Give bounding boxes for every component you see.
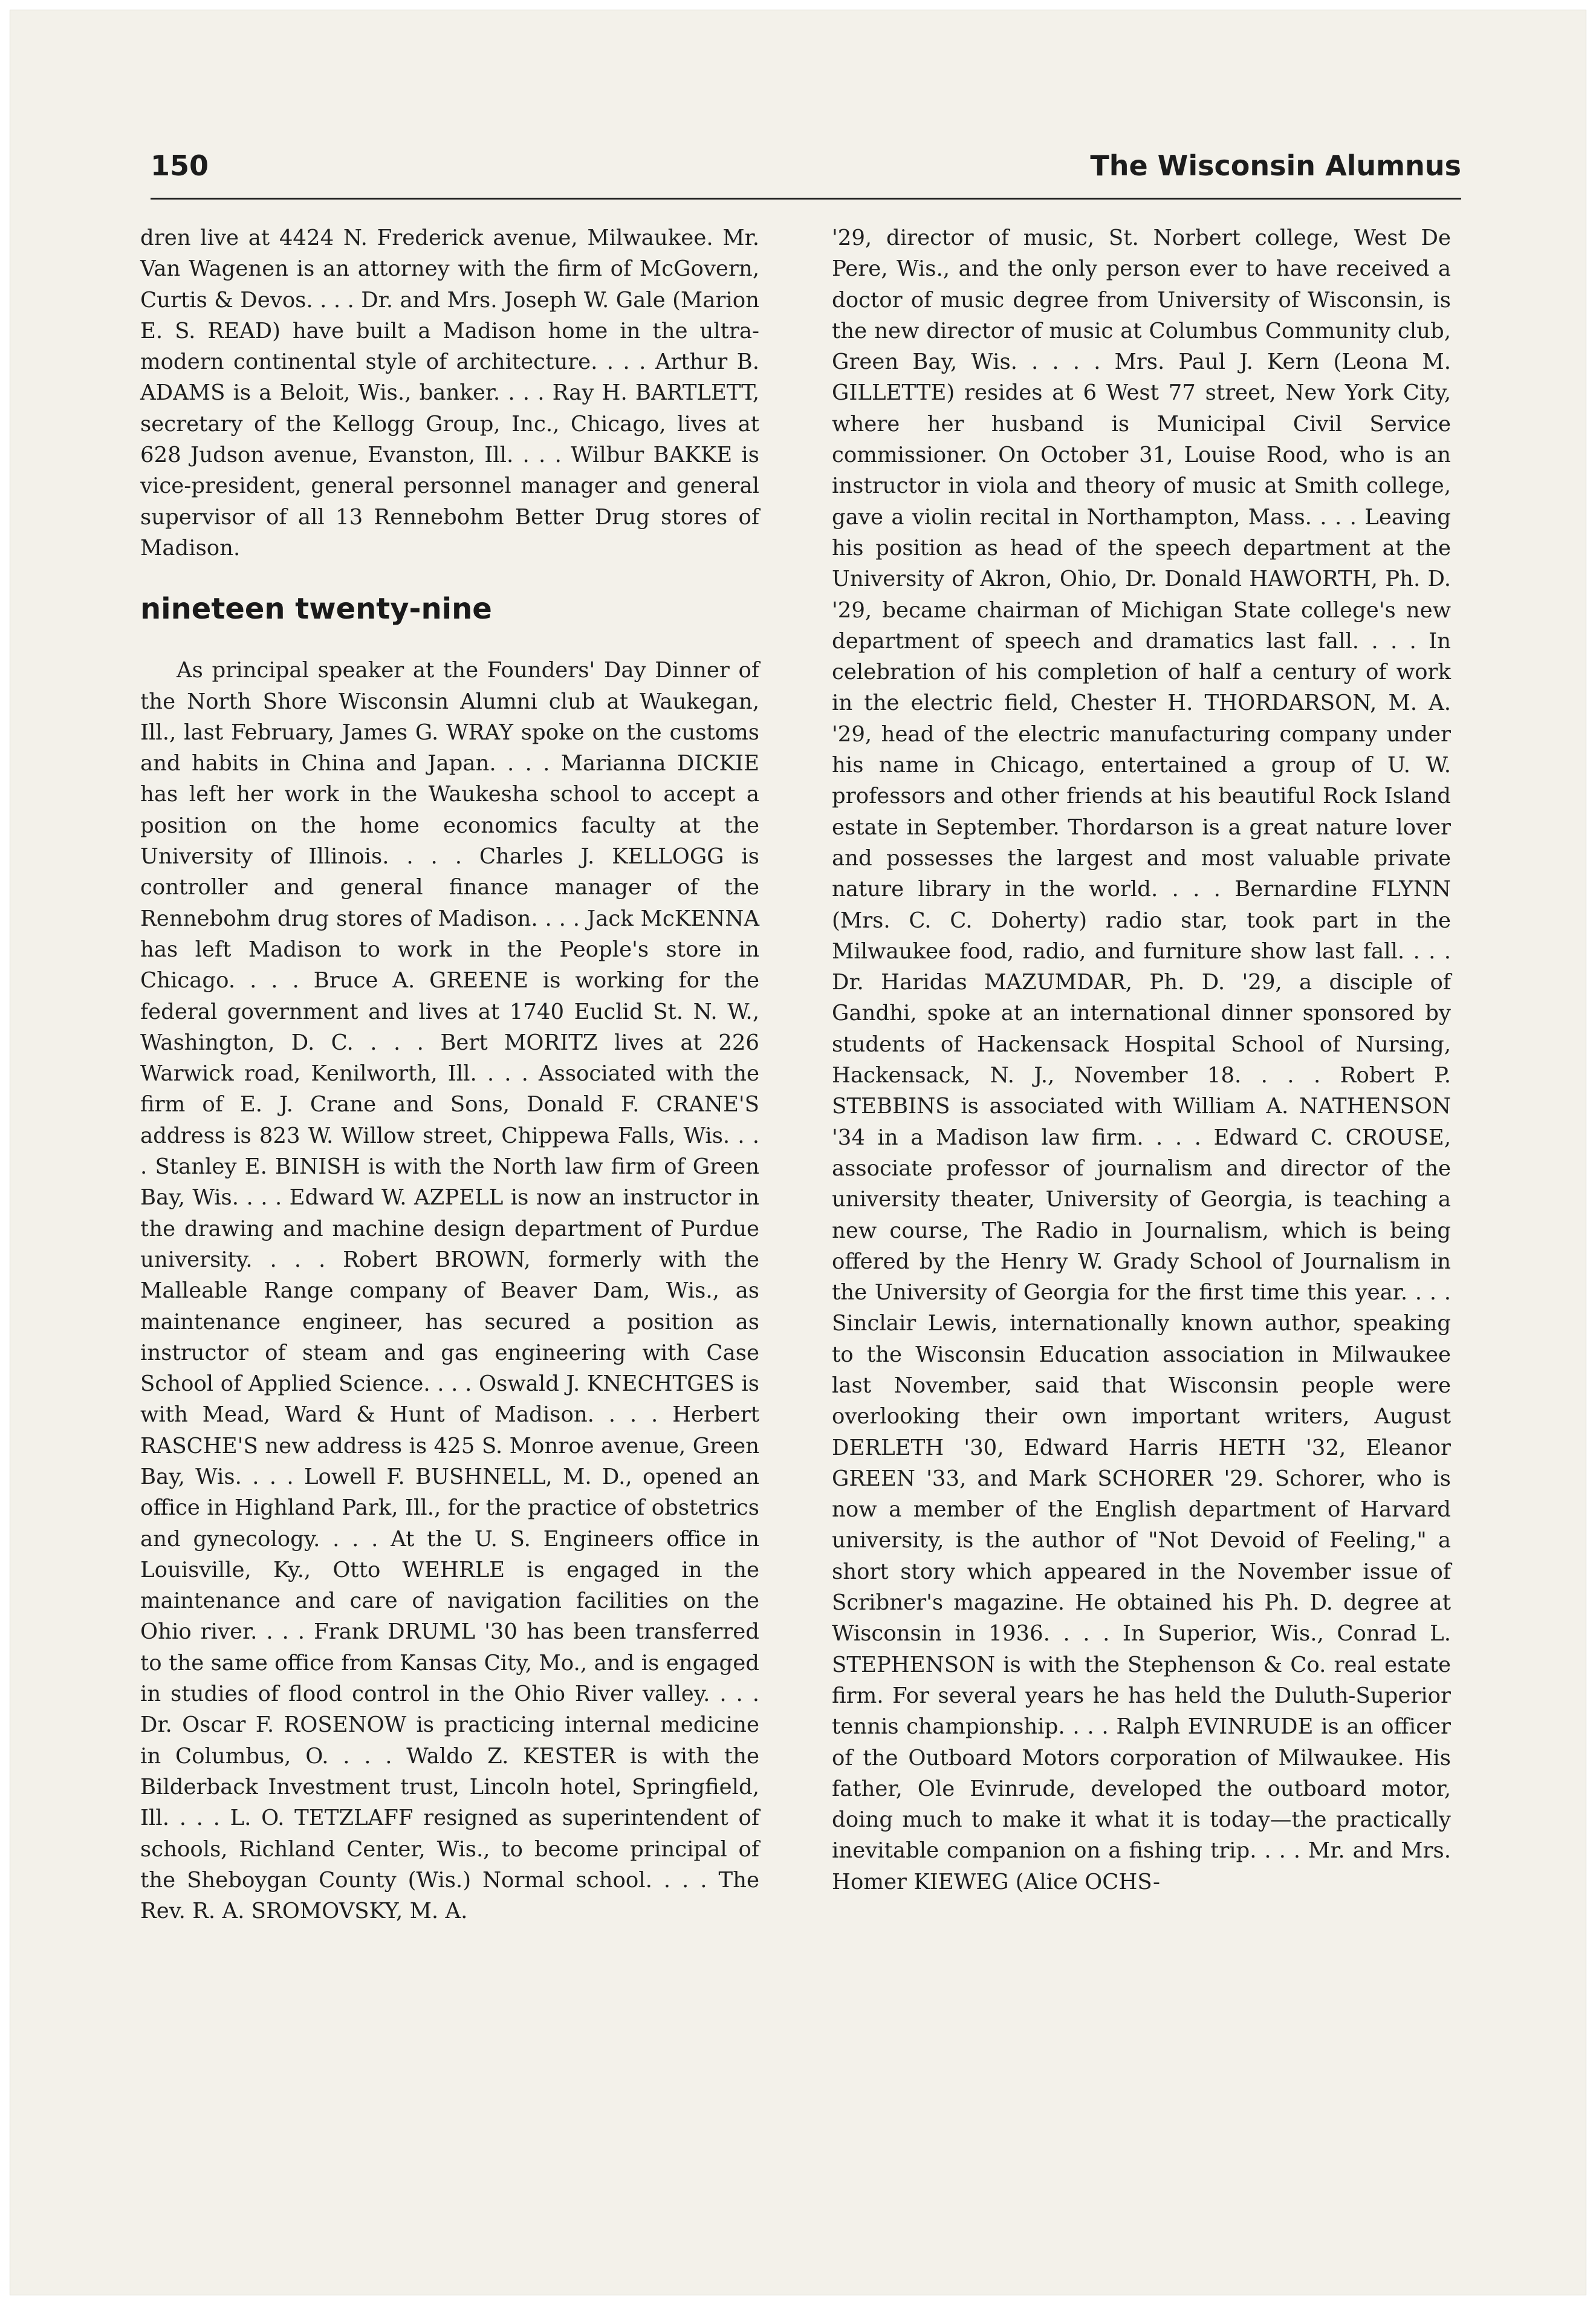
journal-title: The Wisconsin Alumnus xyxy=(1090,149,1461,182)
intro-paragraph: dren live at 4424 N. Frederick avenue, Milwaukee. Mr. Van Wagenen is an attorney with the firm of McGovern, Curtis & Devos. . . . Dr. and Mrs. Joseph W. Gale (Marion E. S. READ) have built a Madison home in the ultra-modern continental style of architecture. . . . Arthur B. ADAMS is a Beloit, Wis., banker. . . . Ray H. BARTLETT, secretary of the Kellogg Group, Inc., Chicago, lives at 628 Judson avenue, Evanston, Ill. . . . Wilbur BAKKE is vice-president, general personnel manager and general supervisor of all 13 Rennebohm Better Drug stores of Madison. xyxy=(140,226,759,561)
section-paragraph: As principal speaker at the Founders' Day Dinner of the North Shore Wisconsin Alumni club at Waukegan, Ill., last February, James G. WRAY spoke on the customs and habits in China and Japan. . . . Marianna DICKIE has left her work in the Waukesha school to accept a position on the home economics faculty at the University of Illinois. . . . Charles J. KELLOGG is controller and general finance manager of the Rennebohm drug stores of Madison. . . . Jack McKENNA has left Madison to work in the People's store in Chicago. . . . Bruce A. GREENE is working for the federal government and lives at 1740 Euclid St. N. W., Washington, D. C. . . . Bert MORITZ lives at 226 Warwick road, Kenilworth, Ill. . . . Associated with the firm of E. J. Crane and Sons, Donald F. CRANE'S address is 823 W. Willow street, Chippewa Falls, Wis. . . . Stanley E. BINISH is with the North law firm of Green Bay, Wis. . . . Edward W. AZPELL is now an instructor in the drawing and machine design department of Purdue university. . . . Robert BROWN, formerly with the Malleable Range company of Beaver Dam, Wis., as maintenance engineer, has secured a position as instructor of steam and gas engineering with Case School of Applied Science. . . . Oswald J. KNECHTGES is with Mead, Ward & Hunt of Madison. . . . Herbert RASCHE'S new address is 425 S. Monroe avenue, Green Bay, Wis. . . . Lowell F. BUSHNELL, M. D., opened an office in Highland Park, Ill., for the practice of obstetrics and gynecology. . . . At the U. S. Engineers office in Louisville, Ky., Otto WEHRLE is engaged in the maintenance and care of navigation facilities on the Ohio river. . . . Frank DRUML '30 has been transferred to the same office from Kansas City, Mo., and is engaged in studies of flood control in the Ohio River valley. . . . Dr. Oscar F. ROSENOW is practicing internal medicine in Columbus, O. . . . Waldo Z. KESTER is with the Bilderback Investment trust, Lincoln hotel, Springfield, Ill. . . . L. O. TETZLAFF resigned as superintendent of schools, Richland Center, Wis., to become principal of the Sheboygan County (Wis.) Normal school. . . . The Rev. R. A. SROMOVSKY, M. A. xyxy=(140,658,759,1924)
page-number: 150 xyxy=(151,149,209,182)
page-header xyxy=(151,145,1461,200)
left-column xyxy=(140,223,759,1926)
right-column xyxy=(832,223,1451,1897)
section-heading: nineteen twenty-nine xyxy=(140,592,492,626)
right-paragraph: '29, director of music, St. Norbert college, West De Pere, Wis., and the only person ever to have received a doctor of music degree from University of Wisconsin, is the new director of music at Columbus Community club, Green Bay, Wis. . . . . Mrs. Paul J. Kern (Leona M. GILLETTE) resides at 6 West 77 street, New York City, where her husband is Municipal Civil Service commissioner. On October 31, Louise Rood, who is an instructor in viola and theory of music at Smith college, gave a violin recital in Northampton, Mass. . . . Leaving his position as head of the speech department at the University of Akron, Ohio, Dr. Donald HAWORTH, Ph. D. '29, became chairman of Michigan State college's new department of speech and dramatics last fall. . . . In celebration of his completion of half a century of work in the electric field, Chester H. THORDARSON, M. A. '29, head of the electric manufacturing company under his name in Chicago, entertained a group of U. W. professors and other friends at his beautiful Rock Island estate in September. Thordarson is a great nature lover and possesses the largest and most valuable private nature library in the world. . . . Bernardine FLYNN (Mrs. C. C. Doherty) radio star, took part in the Milwaukee food, radio, and furniture show last fall. . . . Dr. Haridas MAZUMDAR, Ph. D. '29, a disciple of Gandhi, spoke at an international dinner sponsored by students of Hackensack Hospital School of Nursing, Hackensack, N. J., November 18. . . . Robert P. STEBBINS is associated with William A. NATHENSON '34 in a Madison law firm. . . . Edward C. CROUSE, associate professor of journalism and director of the university theater, University of Georgia, is teaching a new course, The Radio in Journalism, which is being offered by the Henry W. Grady School of Journalism in the University of Georgia for the first time this year. . . . Sinclair Lewis, internationally known author, speaking to the Wisconsin Education association in Milwaukee last November, said that Wisconsin people were overlooking their own important writers, August DERLETH '30, Edward Harris HETH '32, Eleanor GREEN '33, and Mark SCHORER '29. Schorer, who is now a member of the English department of Harvard university, is the author of "Not Devoid of Feeling," a short story which appeared in the November issue of Scribner's magazine. He obtained his Ph. D. degree at Wisconsin in 1936. . . . In Superior, Wis., Conrad L. STEPHENSON is with the Stephenson & Co. real estate firm. For several years he has held the Duluth-Superior tennis championship. . . . Ralph EVINRUDE is an officer of the Outboard Motors corporation of Milwaukee. His father, Ole Evinrude, developed the outboard motor, doing much to make it what it is today—the practically inevitable companion on a fishing trip. . . . Mr. and Mrs. Homer KIEWEG (Alice OCHS- xyxy=(832,226,1451,1894)
